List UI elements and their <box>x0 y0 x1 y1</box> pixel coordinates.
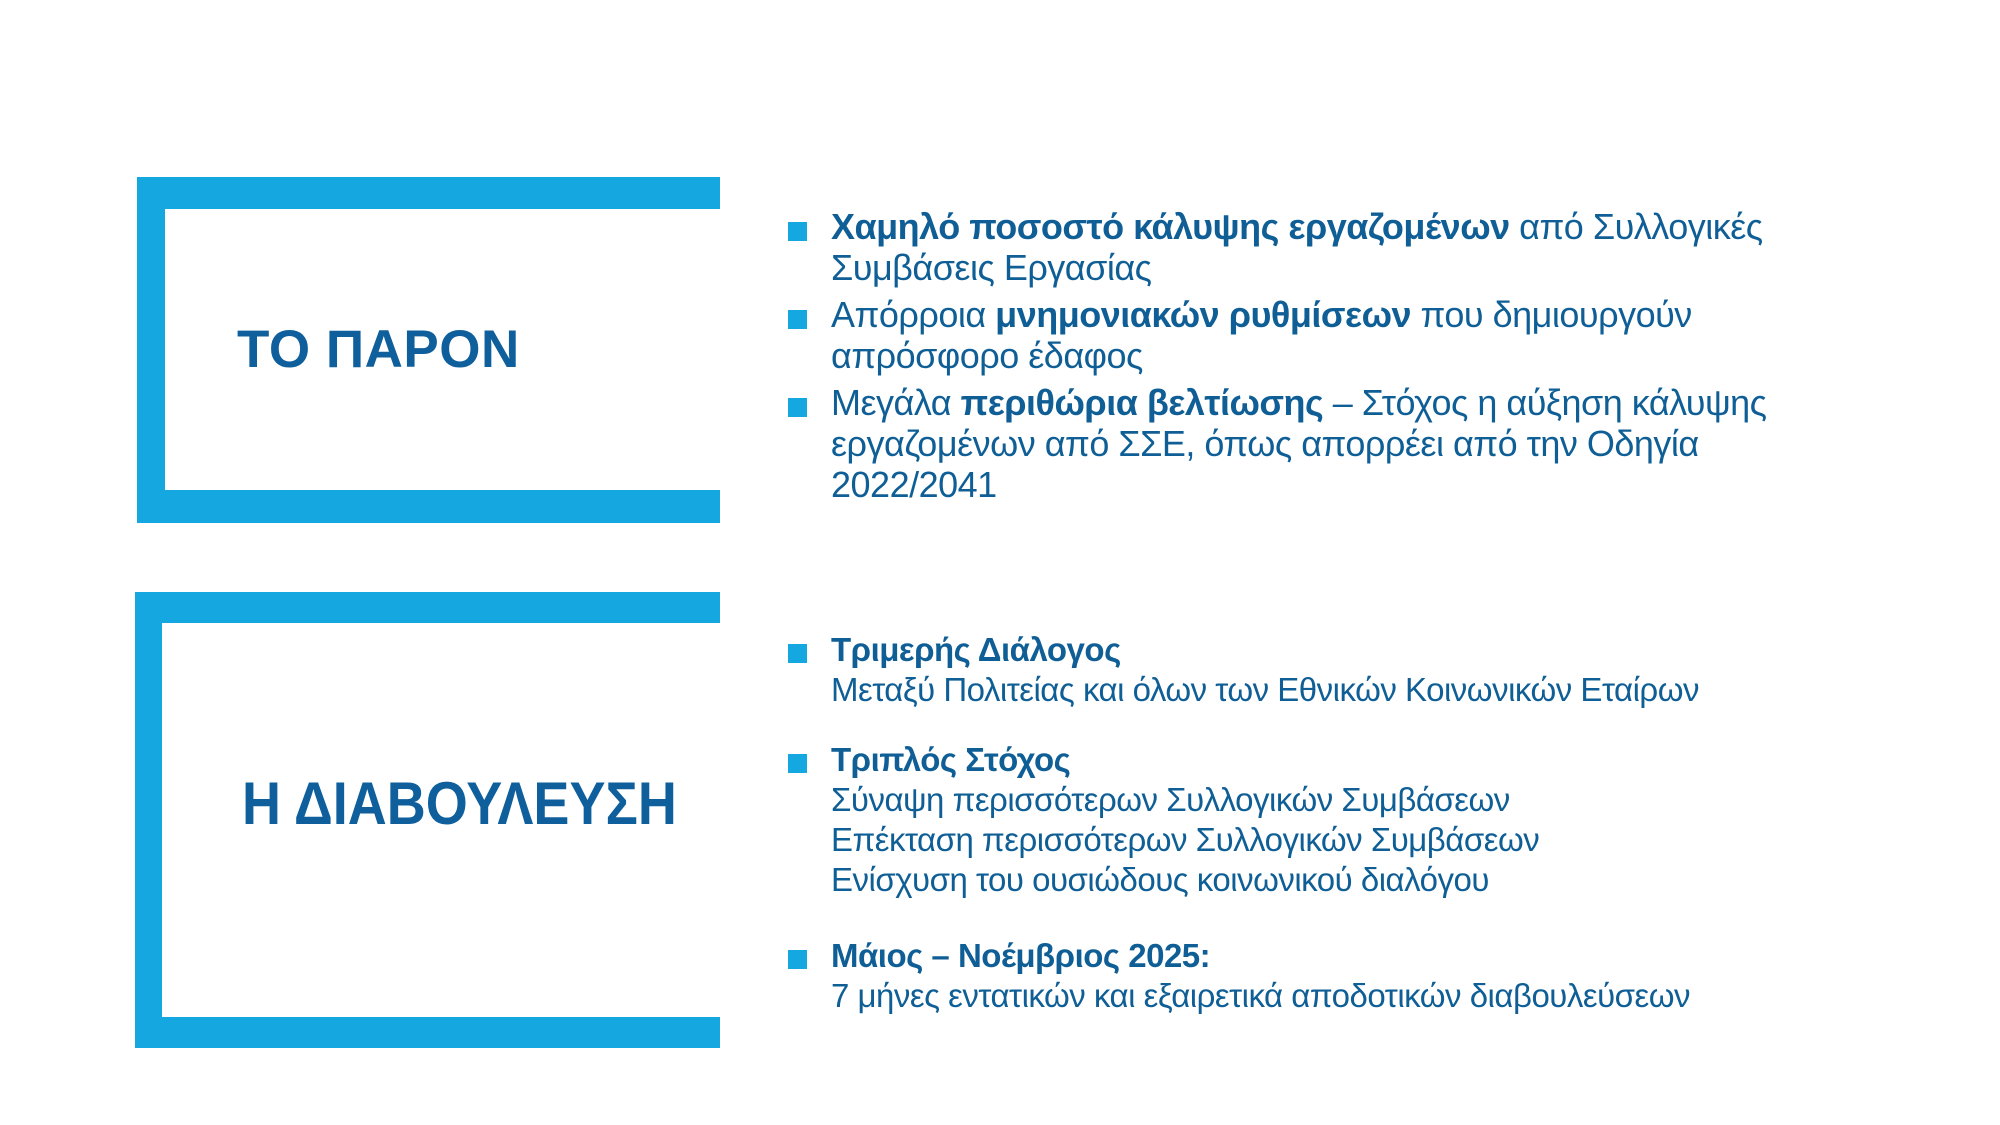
bullet-line <box>831 936 1690 976</box>
panel-title-present: ΤΟ ΠΑΡΟΝ <box>237 320 520 379</box>
bullet-square-icon <box>788 310 807 329</box>
bullet-text: 2022/2041 <box>831 464 997 505</box>
bullet-line <box>831 423 1767 464</box>
bullet-item <box>788 382 1767 505</box>
bullet-square-icon <box>788 222 807 241</box>
bullet-line <box>831 780 1539 820</box>
bullet-line <box>831 247 1763 288</box>
bullet-line <box>831 382 1767 423</box>
bullet-line <box>831 335 1692 376</box>
bullet-lines <box>831 740 1539 900</box>
bullet-item <box>788 294 1767 376</box>
bullet-line <box>831 860 1539 900</box>
bullet-text-bold: Χαμηλό ποσοστό κάλυψης εργαζομένων <box>831 206 1510 247</box>
bullet-text-bold: Μάιος – Νοέμβριος 2025: <box>831 937 1211 974</box>
bullet-text: Σύναψη περισσότερων Συλλογικών Συμβάσεων <box>831 781 1510 818</box>
bullet-square-icon <box>788 398 807 417</box>
bullet-text: Μεγάλα <box>831 382 961 423</box>
bullet-text: απρόσφορο έδαφος <box>831 335 1143 376</box>
bullet-square-icon <box>788 754 807 773</box>
bullets-consultation <box>788 630 1699 1016</box>
bullet-line <box>831 294 1692 335</box>
bullet-line <box>831 630 1699 670</box>
bullet-text-bold: Τριπλός Στόχος <box>831 741 1071 778</box>
bullet-line <box>831 820 1539 860</box>
bullet-text-bold: περιθώρια βελτίωσης <box>960 382 1324 423</box>
bullet-lines <box>831 206 1763 288</box>
bullet-line <box>831 670 1699 710</box>
bullet-line <box>831 464 1767 505</box>
bullet-text: από Συλλογικές <box>1509 206 1763 247</box>
bullet-text: Απόρροια <box>831 294 996 335</box>
bullet-lines <box>831 936 1690 1016</box>
bullet-item <box>788 206 1767 288</box>
bullet-line <box>831 976 1690 1016</box>
bullet-text: Μεταξύ Πολιτείας και όλων των Εθνικών Κοινωνικών Εταίρων <box>831 671 1699 708</box>
bullet-text: εργαζομένων από ΣΣΕ, όπως απορρέει από την Οδηγία <box>831 423 1699 464</box>
bullet-text: Συμβάσεις Εργασίας <box>831 247 1152 288</box>
bullet-item <box>788 630 1699 710</box>
bullet-item <box>788 936 1699 1016</box>
bullet-item <box>788 740 1699 900</box>
bullet-text: Ενίσχυση του ουσιώδους κοινωνικού διαλόγου <box>831 861 1489 898</box>
panel-title-consultation: Η ΔΙΑΒΟΥΛΕΥΣΗ <box>242 770 677 837</box>
bullet-lines <box>831 630 1699 710</box>
bullet-text: – Στόχος η αύξηση κάλυψης <box>1323 382 1767 423</box>
bullet-line <box>831 206 1763 247</box>
bullet-text: 7 μήνες εντατικών και εξαιρετικά αποδοτικών διαβουλεύσεων <box>831 977 1690 1014</box>
panel-frame-consultation <box>135 592 720 1048</box>
bullet-text-bold: μνημονιακών ρυθμίσεων <box>995 294 1412 335</box>
panel-frame-present <box>137 177 720 523</box>
bullet-square-icon <box>788 644 807 663</box>
bullet-lines <box>831 294 1692 376</box>
bullet-text: Επέκταση περισσότερων Συλλογικών Συμβάσεων <box>831 821 1540 858</box>
bullet-square-icon <box>788 950 807 969</box>
bullet-lines <box>831 382 1767 505</box>
bullets-present <box>788 206 1767 511</box>
bullet-text: που δημιουργούν <box>1411 294 1692 335</box>
bullet-line <box>831 740 1539 780</box>
bullet-text-bold: Τριμερής Διάλογος <box>831 631 1121 668</box>
